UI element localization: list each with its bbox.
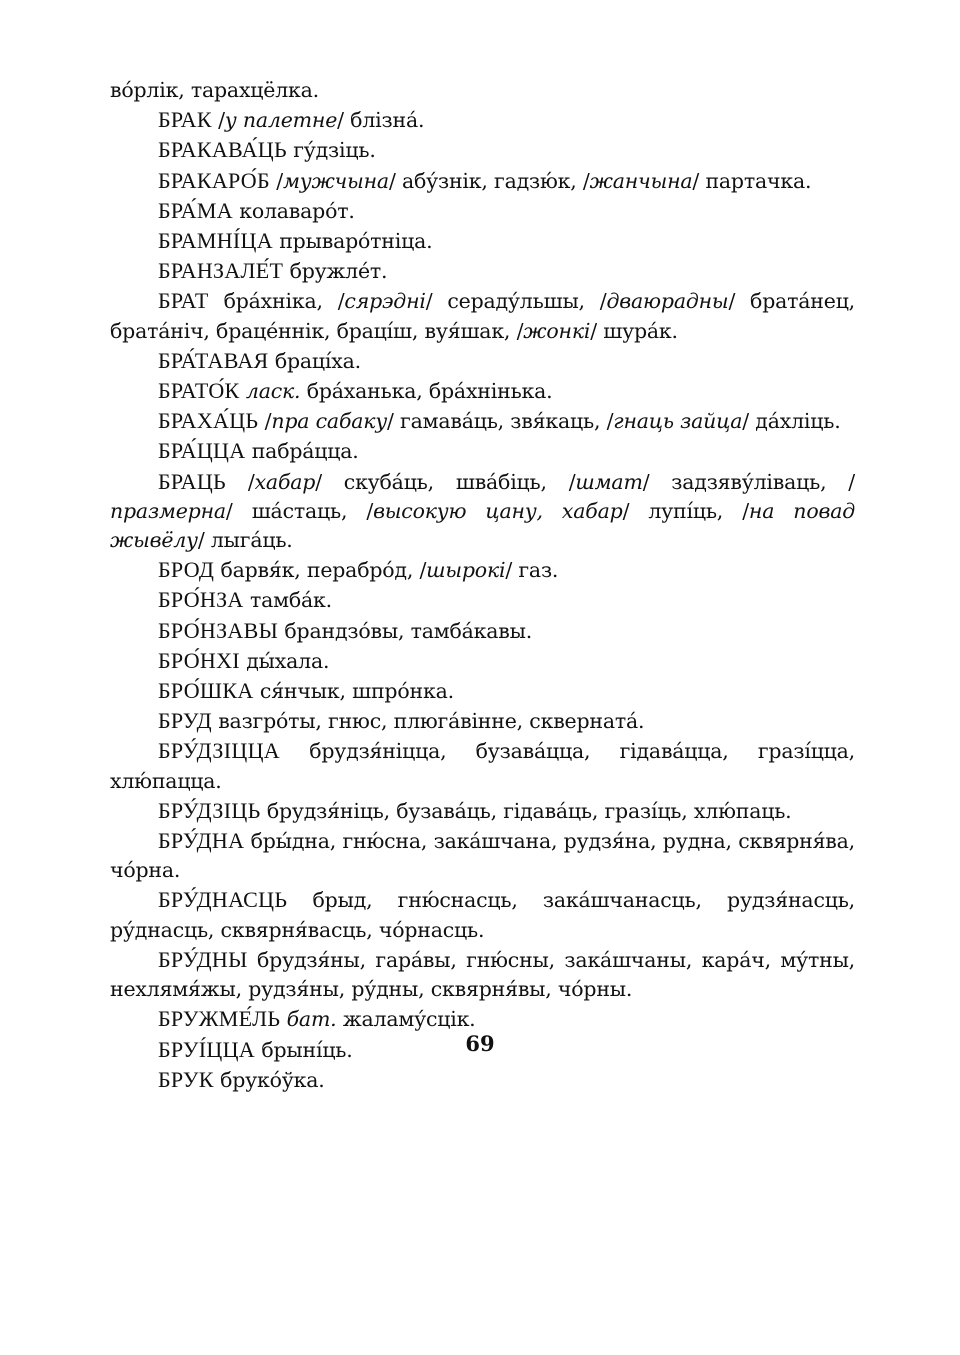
headword: БРА́МА: [158, 197, 233, 223]
headword: БРУЖМЕ́ЛЬ: [158, 1006, 281, 1032]
synonyms-text: брудзя́ніць, бузава́ць, гідава́ць, гразíць, хлю́паць.: [260, 798, 792, 823]
synonyms-text: гу́дзіць.: [286, 138, 376, 163]
synonyms-text: брынíць.: [255, 1037, 353, 1062]
synonyms-text: / брата́нец, брата́ніч, браце́ннік, брацíш, вуя́шак, /: [110, 289, 856, 343]
usage-note: высокую цану, хабар: [373, 498, 623, 523]
synonyms-text: брудзя́ны, гара́вы, гню́сны, зака́шчаны, кара́ч, му́тны, нехлямя́жы, рудзя́ны, ру́дны, сквярня́вы, чо́рны.: [110, 947, 855, 1002]
synonyms-text: / блізна́.: [337, 108, 425, 133]
headword: БРОД: [158, 557, 215, 583]
headword: БРУ́ДНЫ: [158, 946, 248, 972]
dictionary-entry: [110, 226, 855, 256]
dictionary-entry: [110, 346, 855, 376]
synonyms-text: брудзя́ніцца, бузава́цца, гідава́цца, гразíцца, хлю́пацца.: [110, 739, 855, 793]
synonyms-text: бруко́ўка.: [213, 1067, 325, 1092]
headword: БРА́ЦЦА: [158, 438, 246, 464]
headword: БРАКАРО́Б: [158, 167, 270, 193]
synonyms-text: / гамава́ць, звя́каць, /: [387, 409, 614, 434]
dictionary-entry: [110, 616, 855, 646]
headword: БРАЦЬ: [158, 468, 226, 494]
dictionary-entry: [110, 676, 855, 706]
headword: БРУК: [158, 1066, 214, 1092]
dictionary-page-body: [110, 76, 855, 1095]
dictionary-entry: [110, 585, 855, 615]
synonyms-text: / лупíць, /: [622, 498, 749, 523]
usage-note: хабар: [254, 469, 316, 494]
synonyms-text: тамба́к.: [243, 588, 332, 613]
dictionary-entry: [110, 196, 855, 226]
usage-note: у палетне: [224, 108, 338, 133]
dictionary-entry: [110, 706, 855, 736]
dictionary-entry: [110, 736, 855, 795]
headword: БРО́НХІ: [158, 647, 240, 673]
synonyms-text: брандзо́вы, тамба́кавы.: [278, 618, 533, 643]
headword: БРАНЗАЛЕ́Т: [158, 258, 284, 284]
usage-note: бат.: [286, 1007, 337, 1032]
synonyms-text: жаламу́сцік.: [336, 1007, 476, 1032]
usage-note: мужчына: [282, 168, 389, 193]
synonyms-text: / абу́знік, гадзю́к, /: [388, 168, 590, 193]
dictionary-entry: [110, 1004, 855, 1034]
synonyms-text: /: [211, 108, 225, 133]
headword: БРАКАВА́ЦЬ: [158, 137, 287, 163]
synonyms-text: бружле́т.: [283, 259, 388, 284]
synonyms-text: / задзяву́ліваць, /: [642, 469, 855, 494]
headword: БРАМНІ́ЦА: [158, 228, 273, 254]
synonyms-text: / партачка.: [692, 168, 812, 193]
synonyms-text: ды́хала.: [239, 648, 330, 673]
dictionary-entry: [110, 286, 855, 345]
dictionary-entry: [110, 885, 855, 944]
synonyms-text: колаваро́т.: [232, 198, 355, 223]
usage-note: сярэдні: [344, 289, 426, 314]
dictionary-entry: [110, 646, 855, 676]
dictionary-entry: [110, 406, 855, 436]
synonyms-text: / ша́стаць, /: [225, 498, 374, 523]
usage-note: шырокі: [426, 558, 506, 583]
headword: БРА́ТАВАЯ: [158, 347, 269, 373]
dictionary-entry: [110, 105, 855, 135]
usage-note: пра сабаку: [271, 409, 388, 434]
dictionary-entry: [110, 376, 855, 406]
synonyms-text: ся́нчык, шпро́нка.: [253, 679, 454, 704]
synonyms-text: бра́ханька, бра́хнінька.: [300, 379, 553, 404]
synonyms-text: / шура́к.: [590, 318, 678, 343]
usage-note: гнаць зайца: [613, 409, 743, 434]
dictionary-entry: [110, 945, 855, 1004]
synonyms-text: /: [225, 469, 255, 494]
usage-note: жанчына: [589, 168, 693, 193]
headword: БРУ́ДНАСЦЬ: [158, 887, 288, 913]
dictionary-entry: [110, 166, 855, 196]
dictionary-entry: [110, 1065, 855, 1095]
headword: БРУ́ДЗІЦЦА: [158, 738, 280, 764]
synonyms-text: / газ.: [505, 558, 559, 583]
usage-note: на повад жывёлу: [110, 498, 856, 553]
usage-note: ласк.: [245, 379, 301, 404]
headword: БРО́НЗА: [158, 587, 244, 613]
synonyms-text: вазгро́ты, гнюс, плюга́вінне, скверната́.: [211, 709, 645, 734]
usage-note: жонкі: [523, 318, 591, 343]
synonyms-text: /: [269, 168, 283, 193]
synonyms-text: брацíха.: [268, 348, 361, 373]
headword: БРУ́ДЗІЦЬ: [158, 797, 261, 823]
synonyms-text: / скуба́ць, шва́біць, /: [315, 469, 576, 494]
usage-note: празмерна: [110, 498, 226, 523]
synonyms-text: барвя́к, перабро́д, /: [214, 558, 427, 583]
dictionary-entry: [110, 555, 855, 585]
synonyms-text: во́рлік, тарахцёлка.: [110, 78, 319, 102]
entry-continuation: [110, 76, 855, 105]
headword: БРАХА́ЦЬ: [158, 408, 259, 434]
dictionary-entry: [110, 826, 855, 885]
synonyms-text: / сераду́льшы, /: [425, 289, 607, 314]
headword: БРО́НЗАВЫ: [158, 617, 279, 643]
synonyms-text: / да́хліць.: [742, 409, 841, 434]
synonyms-text: брыд, гню́снасць, зака́шчанасць, рудзя́насць, ру́днасць, сквярня́васць, чо́рнасць.: [110, 888, 855, 942]
synonyms-text: бры́дна, гню́сна, зака́шчана, рудзя́на, рудна, сквярня́ва, чо́рна.: [110, 829, 855, 883]
usage-note: шмат: [575, 469, 643, 494]
dictionary-entry: [110, 467, 855, 556]
headword: БРУІ́ЦЦА: [158, 1036, 255, 1062]
page-number: 69: [465, 1031, 495, 1056]
synonyms-text: прываро́тніца.: [272, 229, 433, 254]
dictionary-entry: [110, 436, 855, 466]
usage-note: дваюрадны: [606, 289, 729, 314]
synonyms-text: пабра́цца.: [245, 439, 359, 464]
headword: БРАК: [158, 107, 212, 133]
synonyms-text: /: [258, 409, 272, 434]
synonyms-text: бра́хніка, /: [208, 289, 345, 314]
headword: БРУД: [158, 708, 212, 734]
headword: БРАТ: [158, 288, 209, 314]
synonyms-text: / лыга́ць.: [197, 528, 293, 553]
dictionary-entry: [110, 135, 855, 165]
headword: БРУ́ДНА: [158, 828, 245, 854]
dictionary-entry: [110, 796, 855, 826]
dictionary-entry: [110, 256, 855, 286]
headword: БРО́ШКА: [158, 678, 254, 704]
headword: БРАТО́К: [158, 378, 240, 404]
